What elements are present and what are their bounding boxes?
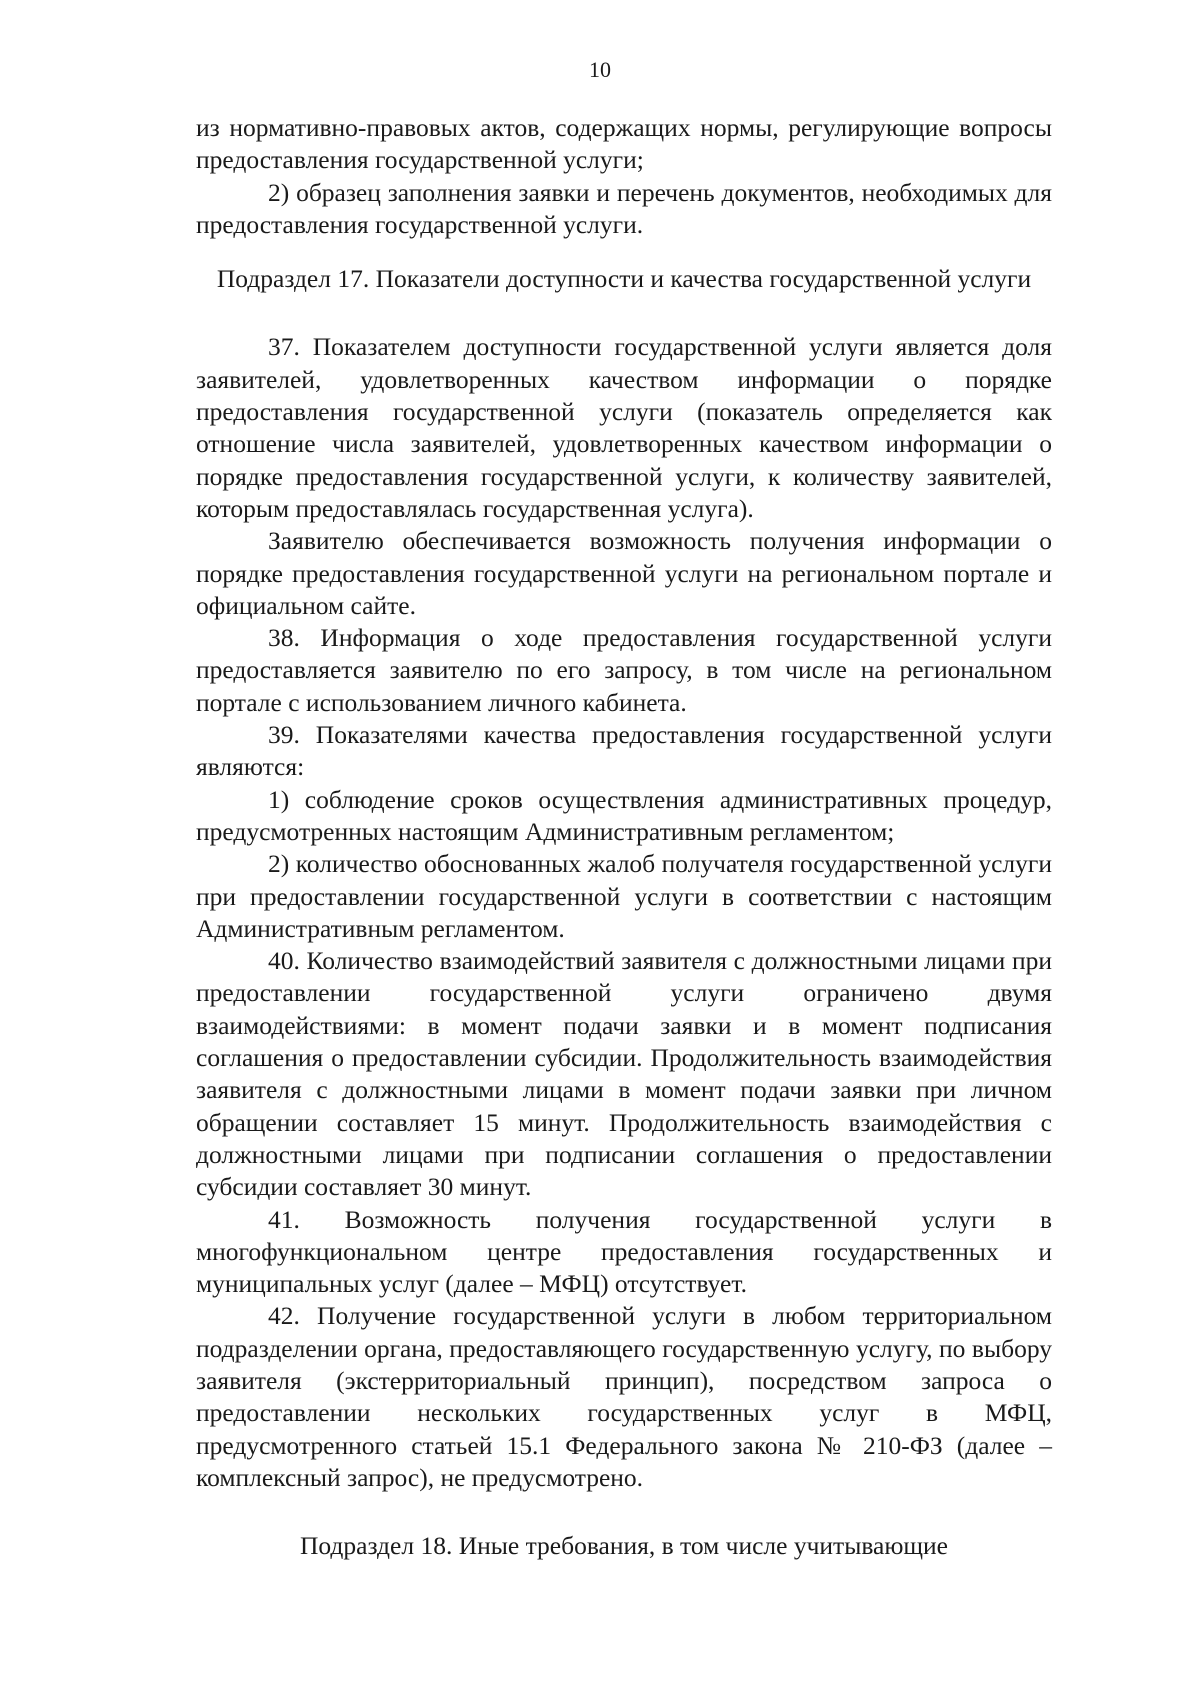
paragraph-39-item-2: 2) количество обоснованных жалоб получателя государственной услуги при предоставлении государственной услуги в соответствии с настоящим Административным регламентом. [196,849,1052,943]
page-number: 10 [589,57,611,82]
paragraph-continuation: из нормативно-правовых актов, содержащих нормы, регулирующие вопросы предоставления государственной услуги; [196,113,1052,175]
paragraph-38: 38. Информация о ходе предоставления государственной услуги предоставляется заявителю по его запросу, в том числе на региональном портале с использованием личного кабинета. [196,623,1052,717]
paragraph-item-2: 2) образец заполнения заявки и перечень документов, необходимых для предоставления государственной услуги. [196,177,1052,239]
paragraph-39-item-1: 1) соблюдение сроков осуществления административных процедур, предусмотренных настоящим Административным регламентом; [196,784,1052,846]
paragraph-40: 40. Количество взаимодействий заявителя с должностными лицами при предоставлении государственной услуги ограничено двумя взаимодействиями: в момент подачи заявки и в момент подписания соглашения о предоставлении субсидии. Продолжительность взаимодействия заявителя с должностными лицами в момент подачи заявки при личном обращении составляет 15 минут. Продолжительность взаимодействия с должностными лицами при подписании соглашения о предоставлении субсидии составляет 30 минут. [196,946,1052,1202]
section-heading-18: Подраздел 18. Иные требования, в том числе учитывающие [299,1531,949,1561]
paragraph-37: 37. Показателем доступности государственной услуги является доля заявителей, удовлетворенных качеством информации о порядке предоставления государственной услуги (показатель определяется как отношение числа заявителей, удовлетворенных качеством информации о порядке предоставления государственной услуги, к количеству заявителей, которым предоставлялась государственная услуга). [196,332,1052,523]
paragraph-39: 39. Показателями качества предоставления государственной услуги являются: [196,720,1052,782]
section-heading-17: Подраздел 17. Показатели доступности и качества государственной услуги [216,264,1032,294]
paragraph-41: 41. Возможность получения государственной услуги в многофункциональном центре предоставления государственных и муниципальных услуг (далее – МФЦ) отсутствует. [196,1204,1052,1299]
document-body [196,112,1052,1562]
paragraph-37-info: Заявителю обеспечивается возможность получения информации о порядке предоставления государственной услуги на региональном портале и официальном сайте. [196,526,1052,620]
paragraph-42: 42. Получение государственной услуги в любом территориальном подразделении органа, предоставляющего государственную услугу, по выбору заявителя (экстерриториальный принцип), посредством запроса о предоставлении нескольких государственных услуг в МФЦ, предусмотренного статьей 15.1 Федерального закона № 210-ФЗ (далее – комплексный запрос), не предусмотрено. [196,1301,1052,1492]
